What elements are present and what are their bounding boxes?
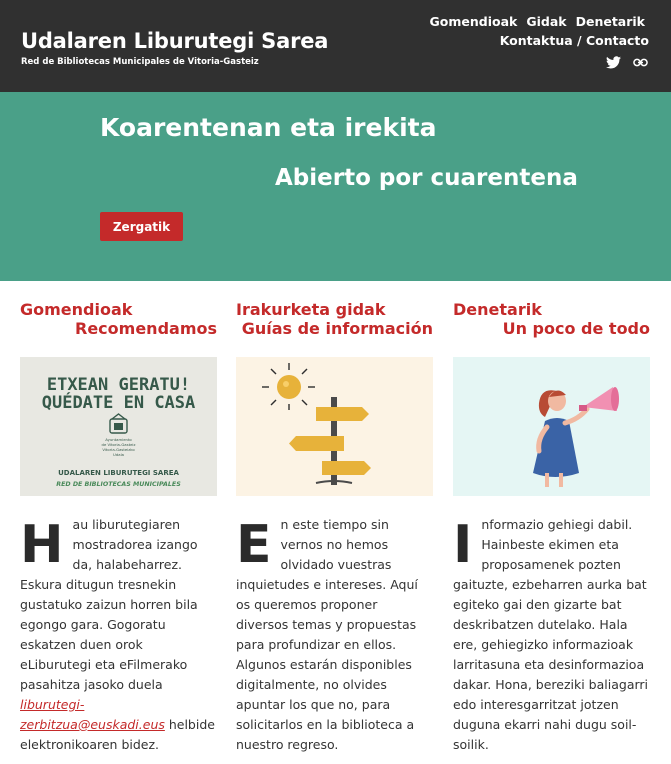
poster-org-eu: UDALAREN LIBURUTEGI SAREA bbox=[58, 469, 179, 477]
text-part2: helbide elektronikoaren bidez. bbox=[20, 717, 215, 752]
social-links bbox=[606, 56, 648, 69]
heading-eu: Irakurketa gidak bbox=[236, 300, 386, 319]
megaphone-illustration[interactable] bbox=[453, 357, 650, 496]
column-denetarik bbox=[453, 300, 650, 752]
site-subtitle: Red de Bibliotecas Municipales de Vitoria-Gasteiz bbox=[21, 57, 259, 67]
nav-gidak[interactable]: Gidak bbox=[526, 14, 567, 29]
hero-subtitle: Abierto por cuarentena bbox=[275, 165, 578, 191]
poster-org-es: RED DE BIBLIOTECAS MUNICIPALES bbox=[56, 481, 181, 488]
heading-eu: Gomendioak bbox=[20, 300, 133, 319]
column-heading[interactable] bbox=[236, 300, 433, 338]
dropcap: H bbox=[20, 515, 64, 575]
email-link[interactable]: liburutegi-zerbitzua@euskadi.eus bbox=[20, 697, 165, 732]
seal-line2: de Vitoria-Gasteiz bbox=[101, 442, 136, 447]
column-text bbox=[20, 515, 217, 755]
dropcap: I bbox=[453, 515, 473, 575]
site-title[interactable]: Udalaren Liburutegi Sarea bbox=[21, 29, 329, 53]
text-part1: au liburutegiaren mostradorea izango da, halabeharrez. Eskura ditugun tresnekin gustatuko zaizun horren bila egongo gara. Gogoratu eskatzen duen orok eLiburutegi eta eFilmerako pasahitza jasoko duela bbox=[20, 517, 198, 692]
nav-kontaktua[interactable]: Kontaktua / Contacto bbox=[499, 33, 649, 48]
column-irakurketa-gidak bbox=[236, 300, 433, 752]
seal-line4: Udala bbox=[113, 452, 124, 457]
seal-line3: Vitoria-Gasteizko bbox=[102, 447, 135, 452]
column-gomendioak bbox=[20, 300, 217, 752]
hero-title: Koarentenan eta irekita bbox=[100, 113, 437, 142]
column-text bbox=[453, 515, 650, 755]
site-header bbox=[0, 0, 671, 92]
secondary-nav bbox=[500, 33, 649, 48]
nav-gomendioak[interactable]: Gomendioak bbox=[429, 14, 518, 29]
heading-es: Recomendamos bbox=[75, 319, 217, 338]
heading-eu: Denetarik bbox=[453, 300, 542, 319]
poster-line2: QUÉDATE EN CASA bbox=[41, 393, 196, 413]
link-icon[interactable] bbox=[633, 56, 648, 69]
dropcap: E bbox=[236, 515, 272, 575]
text-body: nformazio gehiegi dabil. Hainbeste ekimen eta proposamenek pozten gaituzte, ezbeharren aurka bat egiteko gai den gizarte bat deskribatzen dutelako. Hala ere, gehiegizko informazioak larritasuna eta desinformazioa dakar. Hona, bereziki baliagarri edo interesgarritzat jotzen duguna ekarri nahi dugu soil-soilik. bbox=[453, 517, 649, 752]
heading-es: Guías de información bbox=[241, 319, 433, 338]
text-body: n este tiempo sin vernos no hemos olvidado vuestras inquietudes e intereses. Aquí os queremos proponer diversos temas y propuestas para profundizar en ellos. Algunos estarán disponibles digitalmente, no olvides apuntar los que no, para solicitarlos en la biblioteca a nuestro regreso. bbox=[236, 517, 418, 752]
main-nav bbox=[430, 14, 645, 29]
column-heading[interactable] bbox=[453, 300, 650, 338]
nav-denetarik[interactable]: Denetarik bbox=[575, 14, 645, 29]
column-heading[interactable] bbox=[20, 300, 217, 338]
heading-es: Un poco de todo bbox=[502, 319, 650, 338]
stay-home-poster-image[interactable] bbox=[20, 357, 217, 496]
poster-line1: ETXEAN GERATU! bbox=[46, 375, 191, 395]
zergatik-button[interactable]: Zergatik bbox=[100, 212, 183, 241]
seal-line1: Ayuntamiento bbox=[105, 437, 132, 442]
column-text bbox=[236, 515, 433, 755]
signpost-illustration[interactable] bbox=[236, 357, 433, 496]
twitter-icon[interactable] bbox=[606, 56, 621, 69]
